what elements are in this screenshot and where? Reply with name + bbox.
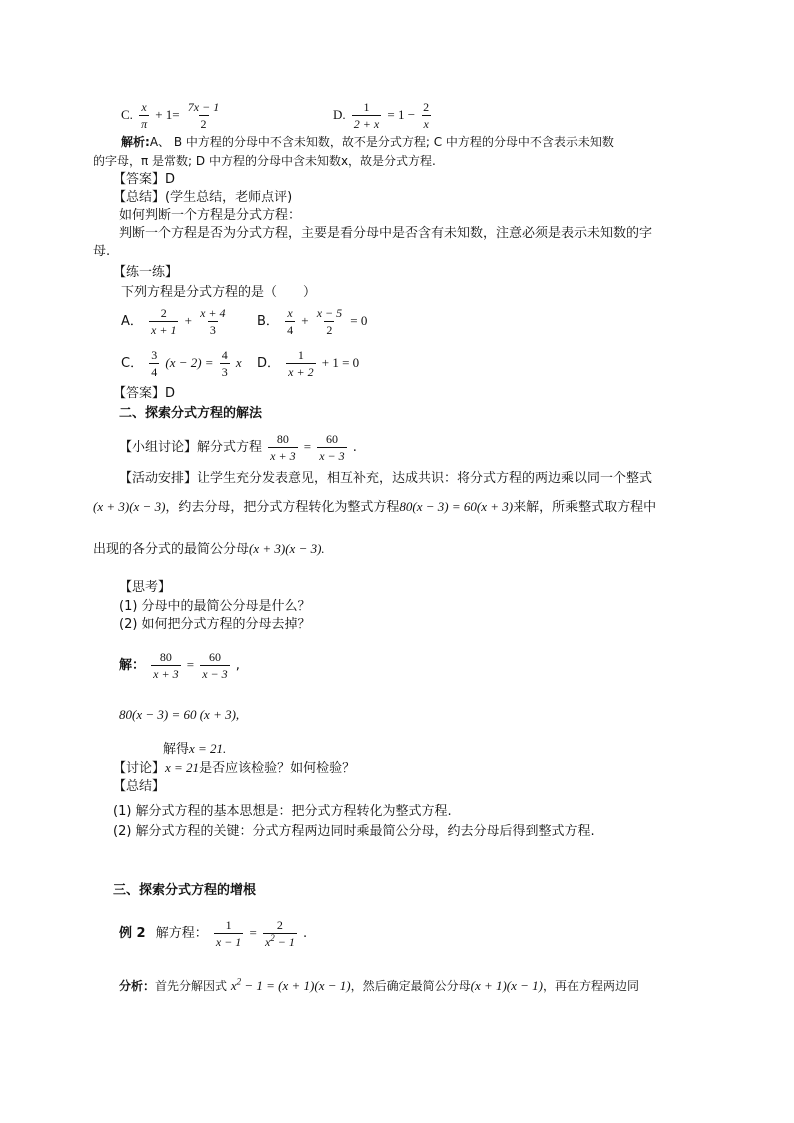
example-label: 例 2: [119, 926, 146, 941]
section2-heading: 二、探索分式方程的解法: [119, 406, 263, 421]
example-frac2: $\frac{2}{x^2 - 1}$: [264, 918, 295, 949]
activity-line3: 出现的各分式的最简公分母(x + 3)(x − 3).: [93, 541, 325, 557]
think-title: 【思考】: [119, 580, 172, 595]
practice-d-frac1: $\frac{1}{x + 2}$: [288, 348, 314, 379]
activity-line1: 【活动安排】让学生充分发表意见，相互补充，达成共识：将分式方程的两边乘以同一个整式: [119, 471, 653, 486]
solution-frac2: $\frac{60}{x - 3}$: [202, 650, 228, 681]
summary-1-title: 【总结】(学生总结，老师点评): [113, 190, 293, 205]
practice-option-b: B． $\frac{x}{4}$ + $\frac{x - 5}{2}$ = 0: [257, 306, 368, 337]
summary-1-line1: 如何判断一个方程是分式方程：: [119, 208, 302, 223]
summary-2-line1: (1) 解分式方程的基本思想是：把分式方程转化为整式方程.: [113, 804, 452, 819]
practice-c-frac2: $\frac{4}{3}$: [221, 348, 228, 379]
practice-title: 【练一练】: [113, 265, 179, 280]
analysis-line2: 的字母，π 是常数; D 中方程的分母中含未知数x，故是分式方程.: [93, 154, 436, 168]
think-q1: (1) 分母中的最简公分母是什么？: [119, 599, 311, 614]
practice-b-frac2: $\frac{x - 5}{2}$: [316, 306, 343, 337]
solution-frac1: $\frac{80}{x + 3}$: [153, 650, 179, 681]
practice-answer: 【答案】D: [113, 386, 176, 401]
activity-line2: (x + 3)(x − 3)，约去分母，把分式方程转化为整式方程80(x − 3) = 60(x + 3)来解，所乘整式取方程中: [93, 499, 657, 515]
example-2: 例 2 解方程： $\frac{1}{x - 1}$ = $\frac{2}{x^2 - 1}$ .: [119, 918, 308, 949]
option-c-frac2: $\frac{7x - 1}{2}$: [187, 100, 220, 131]
analysis-line1: 解析:A、 B 中方程的分母中不含未知数，故不是分式方程; C 中方程的分母中不含表示未知数: [121, 135, 614, 149]
group-discussion: 【小组讨论】解分式方程 $\frac{80}{x + 3}$ = $\frac{60}{x - 3}$ .: [119, 432, 357, 463]
option-c-label: C.: [121, 107, 133, 122]
option-d-label: D.: [333, 107, 346, 122]
analysis-example-label: 分析：: [119, 979, 156, 993]
solution-line3: 解得x = 21.: [163, 741, 227, 757]
practice-b-frac1: $\frac{x}{4}$: [287, 306, 294, 337]
discussion-frac2: $\frac{60}{x - 3}$: [319, 432, 345, 463]
practice-c-frac1: $\frac{3}{4}$: [151, 348, 158, 379]
option-d-eq: = 1 −: [387, 107, 416, 122]
practice-option-c: C． $\frac{3}{4}$ (x − 2) = $\frac{4}{3}$ x: [121, 348, 242, 379]
summary-2-line2: (2) 解分式方程的关键：分式方程两边同时乘最简公分母，约去分母后得到整式方程.: [113, 824, 595, 839]
option-d-frac1: $\frac{1}{2 + x}$: [353, 100, 380, 131]
summary-1-line3: 母.: [93, 244, 111, 259]
practice-option-a: A． $\frac{2}{x + 1}$ + $\frac{x + 4}{3}$: [121, 306, 226, 337]
section3-heading: 三、探索分式方程的增根: [113, 883, 257, 898]
option-d-frac2: $\frac{2}{x}$: [423, 100, 430, 131]
option-c-frac1: $\frac{x}{\pi}$: [141, 100, 148, 131]
practice-a-frac1: $\frac{2}{x + 1}$: [151, 306, 177, 337]
discussion-frac1: $\frac{80}{x + 3}$: [270, 432, 296, 463]
think-q2: (2) 如何把分式方程的分母去掉？: [119, 617, 311, 632]
solution-line1: 解： $\frac{80}{x + 3}$ = $\frac{60}{x - 3}$ ,: [119, 650, 240, 681]
option-c: [121, 100, 223, 131]
discussion-check: 【讨论】x = 21是否应该检验？如何检验？: [113, 760, 356, 776]
practice-option-d: D． $\frac{1}{x + 2}$ + 1 = 0: [257, 348, 360, 379]
summary-1-line2: 判断一个方程是否为分式方程，主要是看分母中是否含有未知数，注意必须是表示未知数的字: [119, 226, 653, 241]
analysis-label: 解析:: [121, 135, 150, 149]
solution-line2: 80(x − 3) = 60 (x + 3),: [119, 707, 240, 722]
solution-label: 解：: [119, 658, 146, 673]
practice-a-frac2: $\frac{x + 4}{3}$: [200, 306, 226, 337]
summary-2-title: 【总结】: [113, 779, 166, 794]
analysis-example: 分析：首先分解因式 $x^2 - 1 = (x + 1)(x - 1)$，然后确定最简公分母(x + 1)(x − 1)，再在方程两边同: [119, 976, 640, 993]
option-d: [333, 100, 433, 131]
practice-question: 下列方程是分式方程的是（ ）: [121, 285, 317, 300]
option-c-plus: + 1=: [155, 107, 180, 122]
example-frac1: $\frac{1}{x - 1}$: [215, 918, 242, 949]
answer-1: 【答案】D: [113, 172, 176, 187]
